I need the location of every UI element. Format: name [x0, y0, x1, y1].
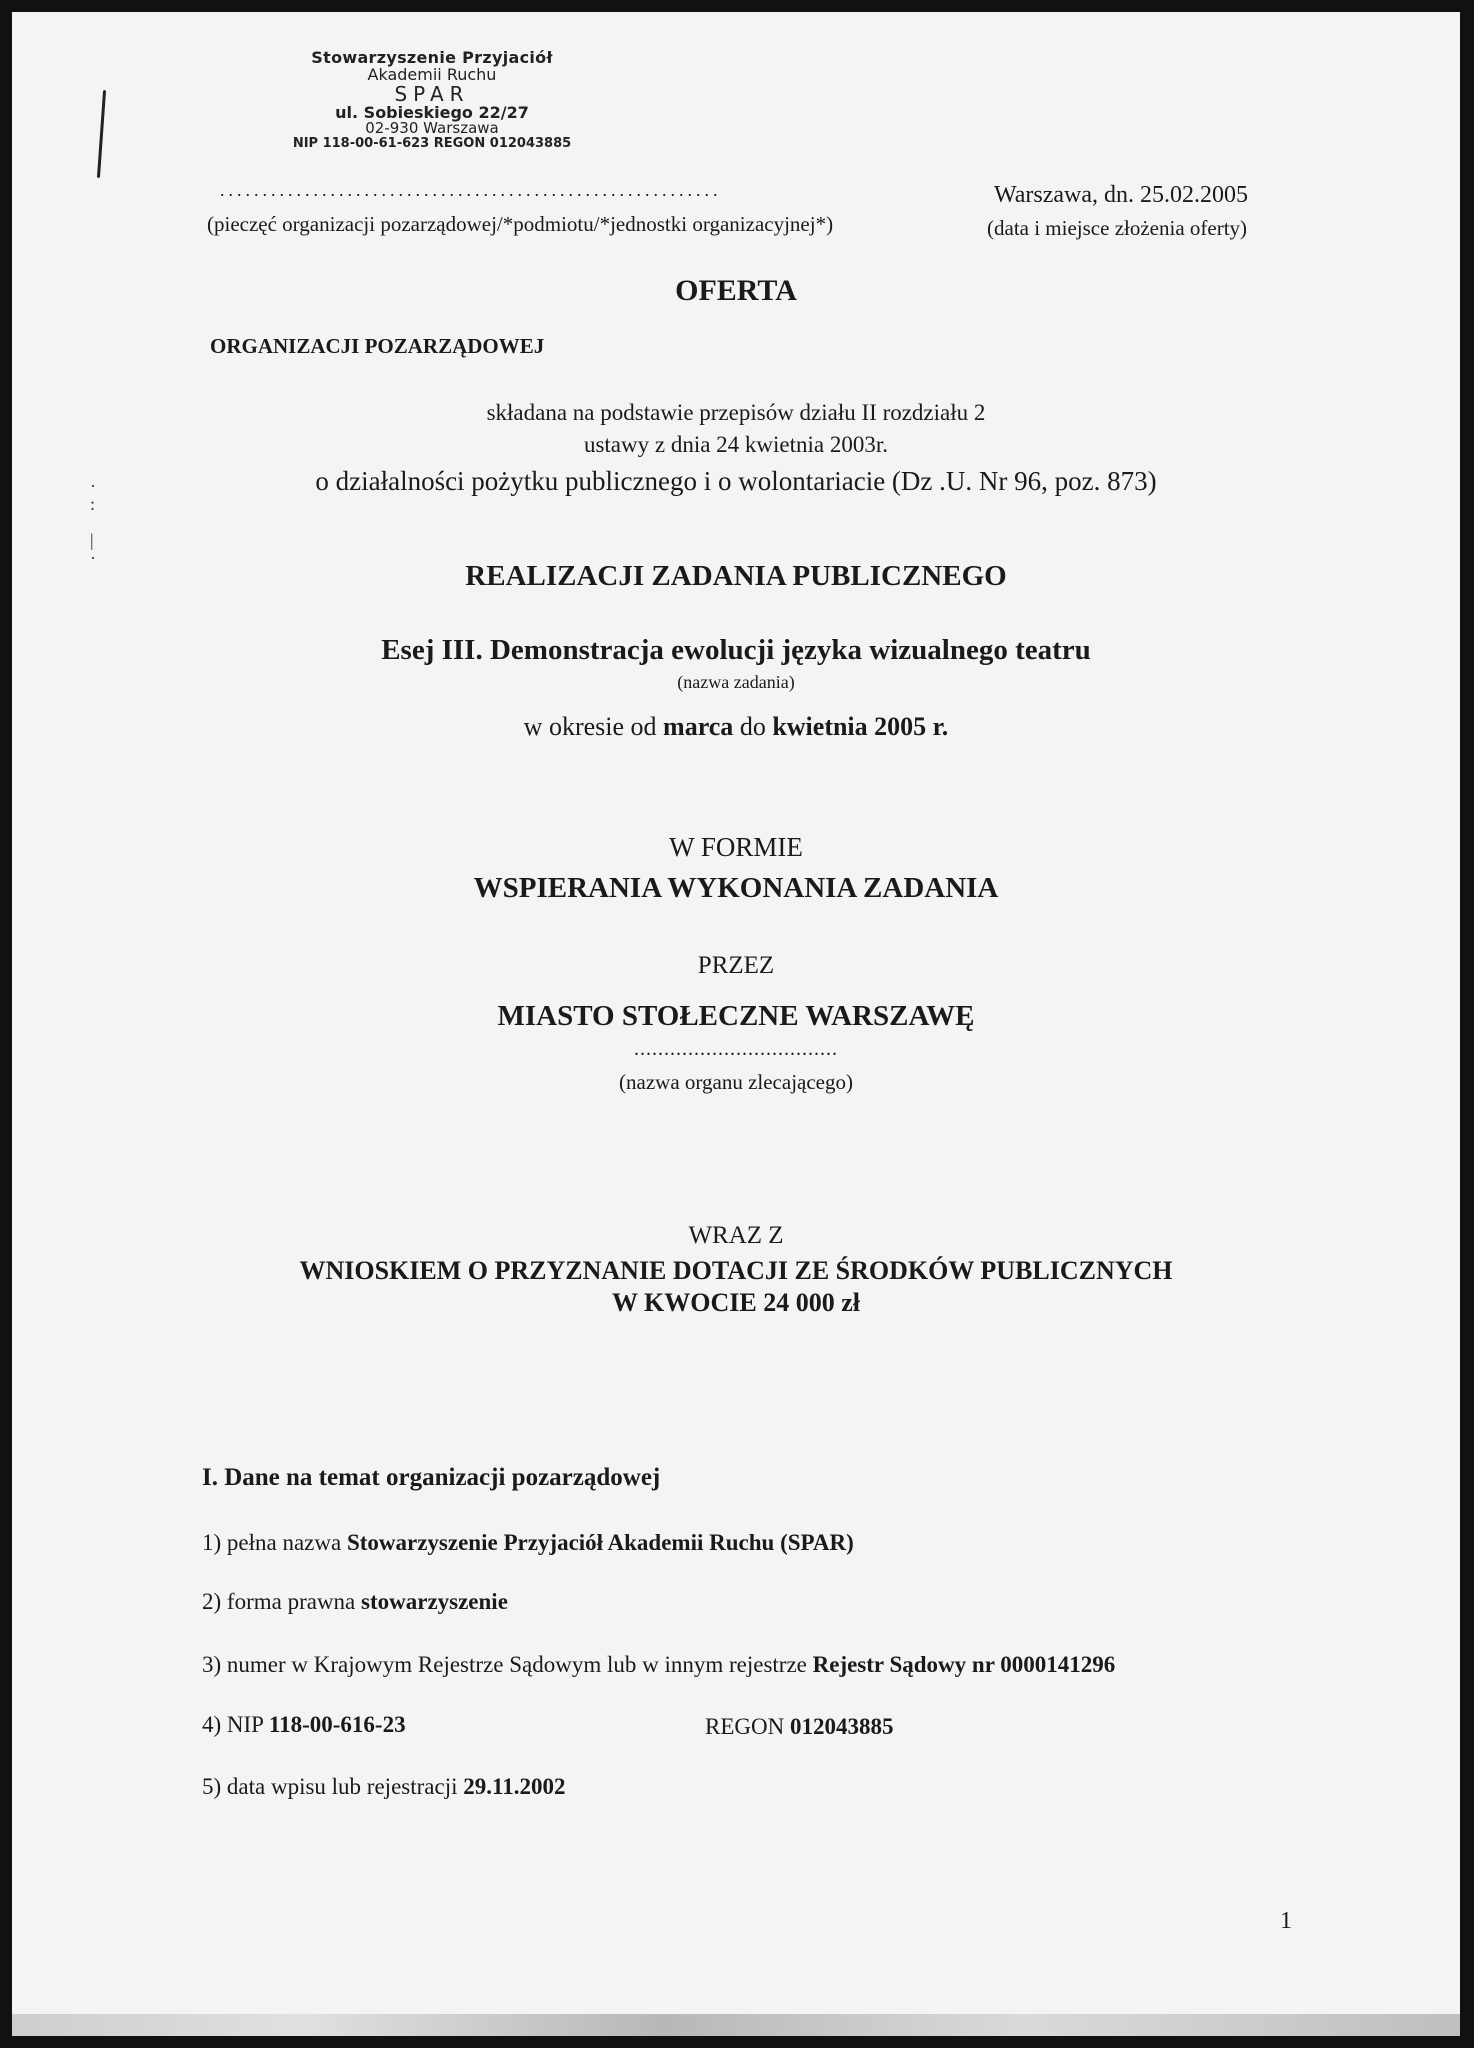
field-value: Stowarzyszenie Przyjaciół Akademii Ruchu (SPAR) — [346, 1530, 854, 1555]
place-date: Warszawa, dn. 25.02.2005 — [994, 182, 1249, 208]
document-title: OFERTA — [675, 274, 797, 307]
field-label: 5) data wpisu lub rejestracji — [202, 1774, 458, 1799]
field-label: REGON — [705, 1714, 785, 1739]
form-value: WSPIERANIA WYKONANIA ZADANIA — [473, 872, 999, 904]
field-label: 2) forma prawna — [202, 1589, 356, 1614]
document-subtitle: ORGANIZACJI POZARZĄDOWEJ — [210, 334, 545, 358]
grant-request-line: WNIOSKIEM O PRZYZNANIE DOTACJI ZE ŚRODKÓW PUBLICZNYCH — [299, 1256, 1173, 1285]
task-name-caption: (nazwa zadania) — [677, 672, 795, 692]
organ-dotted-line: .................................. — [634, 1038, 838, 1060]
field-label: 1) pełna nazwa — [202, 1530, 342, 1555]
regon-row — [705, 1714, 893, 1740]
margin-marks: · : | · — [90, 476, 96, 568]
legal-form-row — [202, 1589, 508, 1615]
legal-basis-line: o działalności pożytku publicznego i o wolontariacie (Dz .U. Nr 96, poz. 873) — [315, 466, 1157, 496]
org-full-name-row — [202, 1530, 854, 1556]
commissioning-body: MIASTO STOŁECZNE WARSZAWĘ — [497, 1000, 975, 1032]
stamp-line: ul. Sobieskiego 22/27 — [335, 102, 529, 122]
field-label: 4) NIP — [202, 1712, 264, 1737]
period-from: marca — [663, 712, 734, 741]
field-value: 118-00-616-23 — [268, 1712, 406, 1737]
task-name: Esej III. Demonstracja ewolucji języka wizualnego teatru — [381, 634, 1091, 666]
stamp-line: SPAR — [394, 81, 470, 106]
task-period — [12, 712, 1460, 742]
pen-mark — [97, 90, 106, 178]
section-heading: I. Dane na temat organizacji pozarządowej — [202, 1464, 661, 1491]
period-mid: do — [739, 712, 766, 741]
period-to: kwietnia 2005 r. — [772, 712, 949, 741]
together-label: WRAZ Z — [688, 1222, 784, 1249]
stamp-line: NIP 118-00-61-623 REGON 012043885 — [292, 136, 572, 152]
organ-caption: (nazwa organu zlecającego) — [619, 1070, 853, 1094]
period-prefix: w okresie od — [523, 712, 657, 741]
scan-edge — [12, 2014, 1460, 2036]
page-number: 1 — [1280, 1908, 1292, 1934]
field-value: Rejestr Sądowy nr 0000141296 — [812, 1652, 1116, 1677]
field-label: 3) numer w Krajowym Rejestrze Sądowym lub w innym rejestrze — [202, 1652, 807, 1677]
register-number-row — [202, 1652, 1115, 1678]
by-label: PRZEZ — [697, 952, 775, 979]
stamp-caption: (pieczęć organizacji pozarządowej/*podmiotu/*jednostki organizacyjnej*) — [207, 212, 834, 236]
organization-stamp — [282, 50, 582, 151]
registration-date-row — [202, 1774, 565, 1800]
legal-basis-line: składana na podstawie przepisów działu II rozdziału 2 — [486, 400, 986, 425]
stamp-line: Stowarzyszenie Przyjaciół — [311, 48, 553, 67]
grant-amount-line: W KWOCIE 24 000 zł — [612, 1288, 860, 1317]
place-date-caption: (data i miejsce złożenia oferty) — [987, 216, 1248, 240]
stamp-line: Akademii Ruchu — [367, 64, 497, 84]
field-value: stowarzyszenie — [361, 1589, 508, 1614]
stamp-dotted-line: ........................................................... — [220, 180, 722, 200]
stamp-line: 02-930 Warszawa — [365, 119, 499, 138]
form-label: W FORMIE — [669, 832, 803, 862]
task-heading: REALIZACJI ZADANIA PUBLICZNEGO — [465, 560, 1007, 592]
legal-basis-line: ustawy z dnia 24 kwietnia 2003r. — [583, 432, 889, 457]
document-page — [12, 12, 1460, 2036]
field-value: 29.11.2002 — [463, 1774, 566, 1799]
field-value: 012043885 — [789, 1714, 894, 1739]
nip-row — [202, 1712, 406, 1738]
